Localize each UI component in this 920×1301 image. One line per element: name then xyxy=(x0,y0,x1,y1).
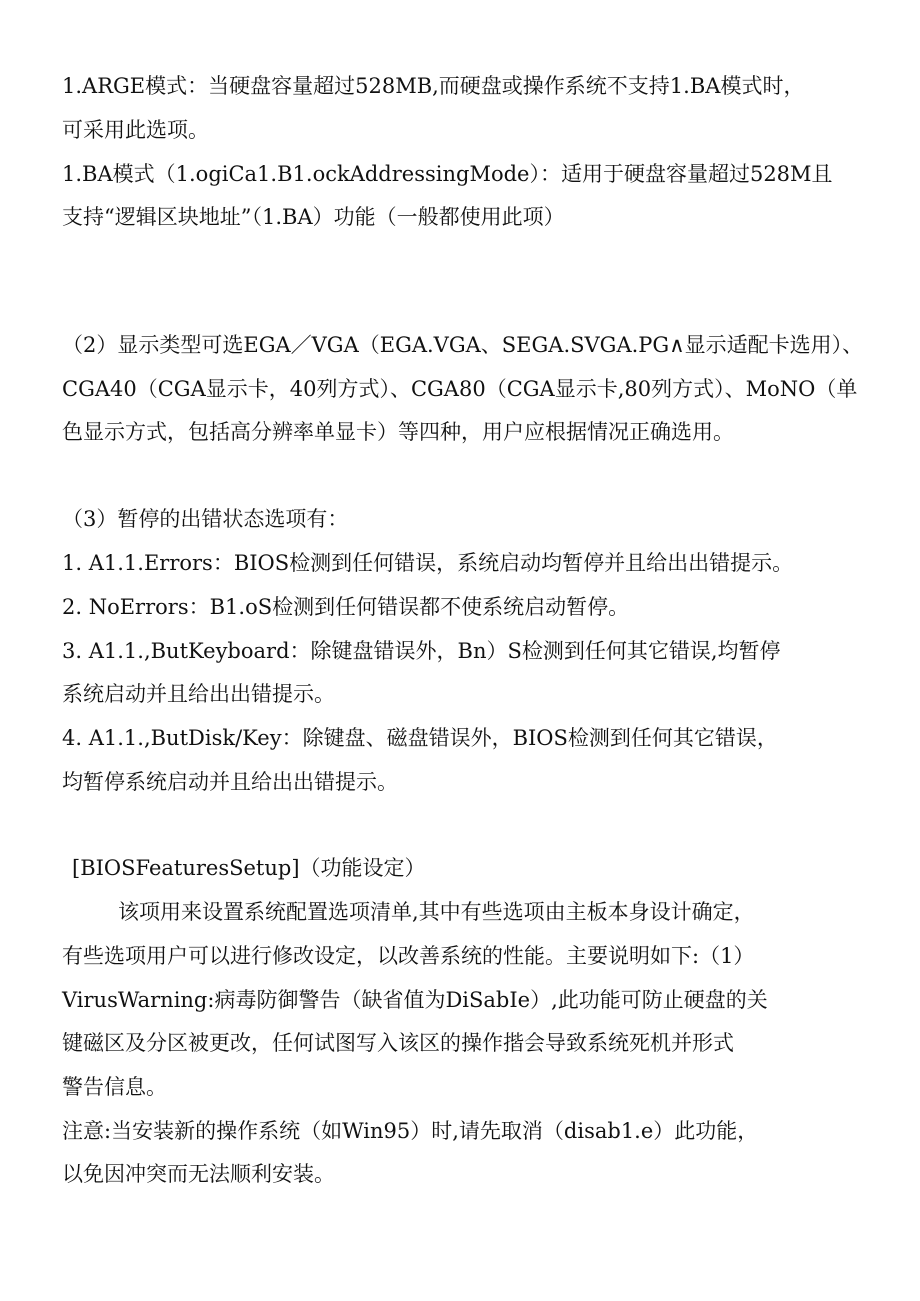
text-line-21: 注意:当安装新的操作系统（如Win95）时,请先取消（disab1.e）此功能， xyxy=(62,1119,759,1143)
text-line-16: 该项用来设置系统配置选项清单,其中有些选项由主板本身设计确定， xyxy=(118,900,755,924)
text-line-22: 以免因冲突而无法顺利安装。 xyxy=(62,1162,335,1186)
text-line-4: 支持“逻辑区块地址”（1.BA）功能（一般都使用此项） xyxy=(62,205,565,229)
text-line-11: 3. A1.1.,ButKeyboard：除键盘错误外，Bn）S检测到任何其它错误,均暂停 xyxy=(62,639,781,663)
text-line-10: 2. NoErrors：B1.oS检测到任何错误都不使系统启动暂停。 xyxy=(62,595,630,619)
text-line-18: VirusWarning:病毒防御警告（缺省值为DiSabIe）,此功能可防止硬盘的关 xyxy=(62,988,768,1012)
text-line-6: CGA40（CGA显示卡，40列方式）、CGA80（CGA显示卡,80列方式）、MoNO（单 xyxy=(62,377,858,401)
text-line-5: （2）显示类型可选EGA／VGA（EGA.VGA、SEGA.SVGA.PG∧显示适配卡选用）、 xyxy=(62,333,864,357)
section-heading: [BIOSFeaturesSetup]（功能设定） xyxy=(72,856,426,880)
text-line-1: 1.ARGE模式：当硬盘容量超过528MB,而硬盘或操作系统不支持1.BA模式时， xyxy=(62,74,805,98)
text-line-13: 4. A1.1.,ButDisk/Key：除键盘、磁盘错误外，BIOS检测到任何其它错误， xyxy=(62,726,778,750)
text-line-3: 1.BA模式（1.ogiCa1.B1.ockAddressingMode）：适用于硬盘容量超过528M且 xyxy=(62,162,833,186)
text-line-2: 可采用此选项。 xyxy=(62,118,209,142)
text-line-19: 键磁区及分区被更改，任何试图写入该区的操作揩会导致系统死机并形式 xyxy=(62,1031,734,1055)
text-line-17: 有些选项用户可以进行修改设定，以改善系统的性能。主要说明如下:（1） xyxy=(62,944,755,968)
text-line-14: 均暂停系统启动并且给出出错提示。 xyxy=(62,770,398,794)
text-line-9: 1. A1.1.Errors：BIOS检测到任何错误，系统启动均暂停并且给出出错提示。 xyxy=(62,551,794,575)
text-line-7: 色显示方式，包括高分辨率单显卡）等四种，用户应根据情况正确选用。 xyxy=(62,420,734,444)
text-line-8: （3）暂停的出错状态选项有： xyxy=(62,507,349,531)
text-line-12: 系统启动并且给出出错提示。 xyxy=(62,682,335,706)
text-line-20: 警告信息。 xyxy=(62,1075,167,1099)
